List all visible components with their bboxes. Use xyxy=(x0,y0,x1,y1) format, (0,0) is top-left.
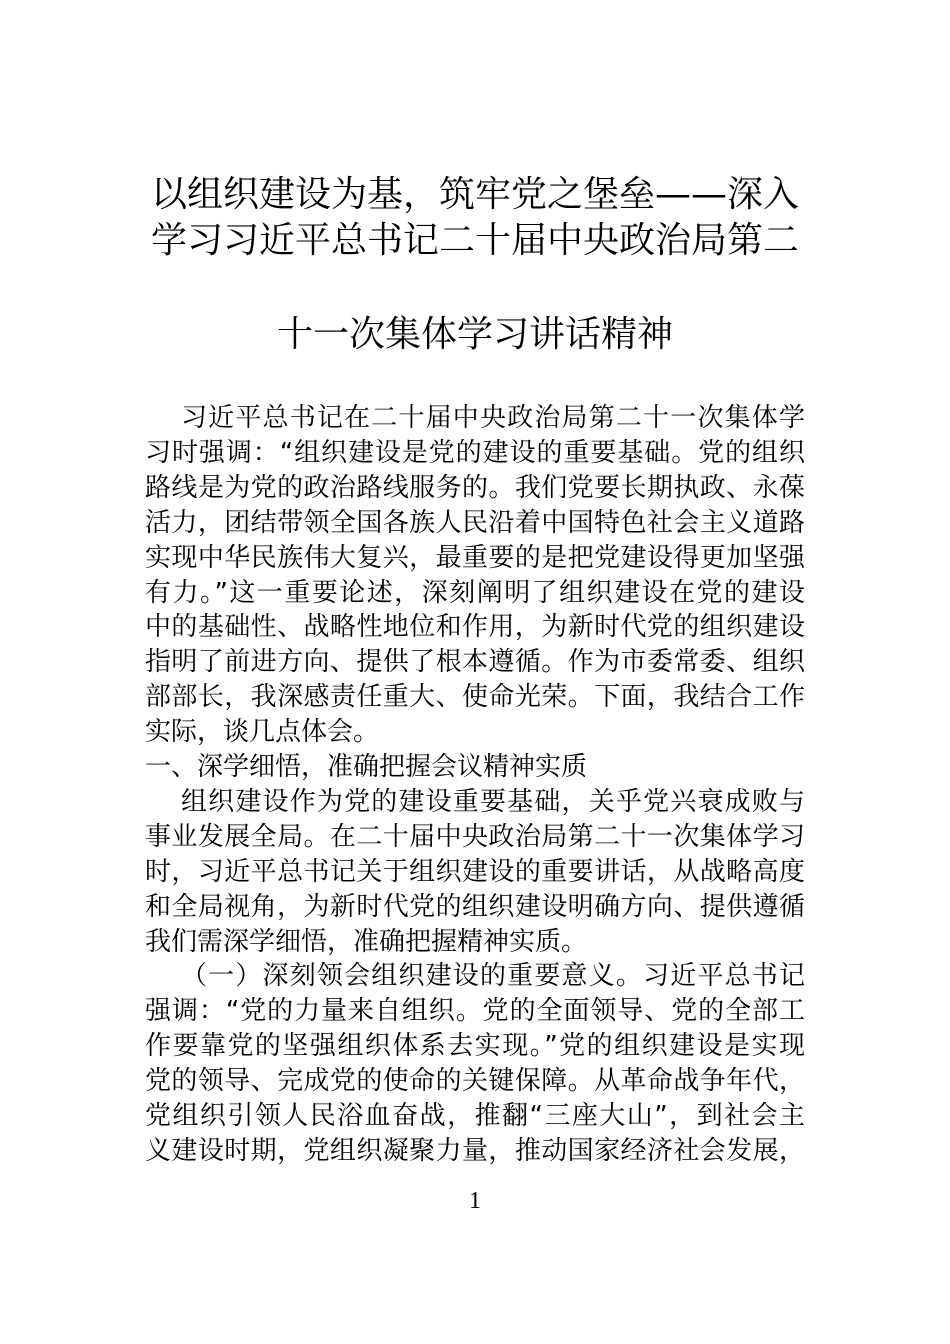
page-number: 1 xyxy=(469,1188,481,1214)
document-title-line-3: 十一次集体学习讲话精神 xyxy=(276,314,673,355)
body-text-line: 实现中华民族伟大复兴，最重要的是把党建设得更加坚强 xyxy=(145,542,805,573)
body-text-line: 党的领导、完成党的使命的关键保障。从革命战争年代， xyxy=(145,1066,805,1097)
body-text-line: 组织建设作为党的建设重要基础，关乎党兴衰成败与 xyxy=(181,786,805,817)
document-title-line-2: 学习习近平总书记二十届中央政治局第二 xyxy=(150,220,799,261)
body-text-line: 事业发展全局。在二十届中央政治局第二十一次集体学习 xyxy=(145,821,805,852)
body-text-line: 时，习近平总书记关于组织建设的重要讲话，从战略高度 xyxy=(145,856,805,887)
body-text-line: 习时强调：“组织建设是党的建设的重要基础。党的组织 xyxy=(145,437,805,468)
body-text-line: 指明了前进方向、提供了根本遵循。作为市委常委、组织 xyxy=(145,647,805,678)
document-title-line-1: 以组织建设为基，筑牢党之堡垒——深入 xyxy=(150,174,799,215)
body-text-line: 有力。”这一重要论述，深刻阐明了组织建设在党的建设 xyxy=(145,577,805,608)
body-text-line: 活力，团结带领全国各族人民沿着中国特色社会主义道路 xyxy=(145,507,805,538)
section-heading: 一、深学细悟，准确把握会议精神实质 xyxy=(145,752,588,782)
body-text-line: （一）深刻领会组织建设的重要意义。习近平总书记 xyxy=(181,961,805,992)
body-text-line: 和全局视角，为新时代党的组织建设明确方向、提供遵循 xyxy=(145,891,805,922)
body-text-line: 党组织引领人民浴血奋战，推翻“三座大山”，到社会主 xyxy=(145,1101,805,1131)
body-text-line: 我们需深学细悟，准确把握精神实质。 xyxy=(145,926,588,957)
body-text-line: 强调：“党的力量来自组织。党的全面领导、党的全部工 xyxy=(145,996,805,1027)
body-text-line: 习近平总书记在二十届中央政治局第二十一次集体学 xyxy=(181,403,805,433)
body-text-line: 部部长，我深感责任重大、使命光荣。下面，我结合工作 xyxy=(145,682,805,713)
body-text-line: 实际，谈几点体会。 xyxy=(145,717,380,748)
body-text-line: 中的基础性、战略性地位和作用，为新时代党的组织建设 xyxy=(145,612,805,643)
body-text-line: 作要靠党的坚强组织体系去实现。”党的组织建设是实现 xyxy=(145,1031,805,1062)
body-text-line: 路线是为党的政治路线服务的。我们党要长期执政、永葆 xyxy=(145,472,805,503)
body-text-line: 义建设时期，党组织凝聚力量，推动国家经济社会发展， xyxy=(145,1135,805,1166)
